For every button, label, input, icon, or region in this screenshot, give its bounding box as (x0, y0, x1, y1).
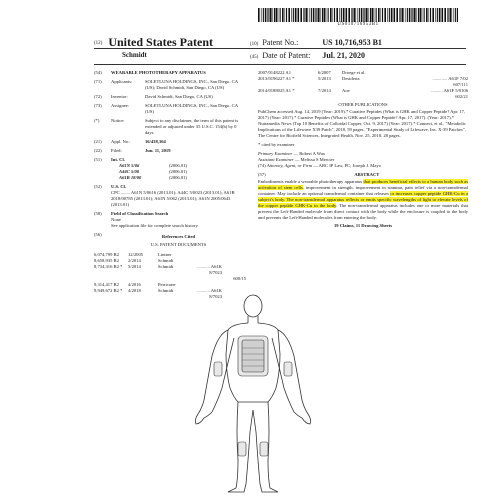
barcode-image (258, 8, 458, 22)
reference-row: 2013/0196227 A1 * 5/2013 Desideria ............. A61F 7/02 (258, 76, 468, 81)
barcode-bar (274, 8, 275, 22)
barcode-bar (352, 8, 353, 22)
highlight-2: or increases copper peptide GHK-Cu in a subject's body. The non-transdermal apparatus reflects or emits specific wavelengths of light to elevate levels of the copper peptide GHK-Cu in the body (258, 191, 468, 208)
barcode-bar (391, 8, 393, 22)
patent-number: (10) Patent No.: US 10,716,953 B1 (250, 38, 382, 47)
barcode-bar (324, 8, 326, 22)
reference-row: 2014/0188025 A1 * 7/2014 Aoe .......... A61F 5/0106 (258, 88, 468, 93)
claims-drawings: 19 Claims, 11 Drawing Sheets (333, 223, 393, 228)
barcode-bar (258, 8, 260, 22)
primary-examiner: Primary Examiner — Robert A Wax (258, 151, 326, 156)
reference-row: 9,949,672 B2 * 4/2018 Schmidt ........... A61K 8/7023 (94, 288, 222, 299)
barcode-bar (414, 8, 416, 22)
barcode-bar (318, 8, 320, 22)
barcode-bar (343, 8, 345, 22)
barcode-bar (376, 8, 377, 22)
barcode-bar (384, 8, 386, 22)
barcode-bar (304, 8, 305, 22)
barcode-bar (359, 8, 360, 22)
barcode-bar (422, 8, 423, 22)
reference-row: 9,314,417 B2 4/2016 Perricone (94, 282, 176, 287)
barcode-bar (298, 8, 299, 22)
barcode-bar (276, 8, 278, 22)
barcode-bar (357, 8, 358, 22)
barcode-bar (399, 8, 400, 22)
barcode-bar (303, 8, 304, 22)
reference-row: 8,734,316 B2 * 5/2014 Schmidt ........... A61K 8/7023 (94, 264, 222, 275)
reference-row: 600/15 (233, 276, 246, 281)
barcode-bar (435, 8, 436, 22)
barcode-bar (313, 8, 315, 22)
barcode-bar (426, 8, 428, 22)
barcode-bar (369, 8, 370, 22)
barcode-bar (447, 8, 448, 22)
barcode-bar (288, 8, 290, 22)
barcode-bar (311, 8, 312, 22)
barcode-bar (389, 8, 390, 22)
header-rule-2 (94, 64, 466, 65)
barcode-bar (420, 8, 422, 22)
application-number-field: (21) Appl. No.: 16/438,364 (94, 139, 166, 144)
body-figure-drawing (168, 292, 338, 497)
barcode-bar (381, 8, 382, 22)
barcode-bar (341, 8, 342, 22)
applicants-field: (71) Applicants: SOLETLUNA HOLDINGS, INC., San Diego, CA (US); David Schmidt, San Diego, CA (US) (94, 79, 238, 90)
barcode-bar (366, 8, 368, 22)
barcode-bar (280, 8, 281, 22)
barcode-bar (378, 8, 380, 22)
barcode-bar (409, 8, 411, 22)
barcode-bar (297, 8, 298, 22)
barcode-bar (448, 8, 449, 22)
barcode-bar (412, 8, 413, 22)
barcode-bar (351, 8, 352, 22)
barcode-bar (453, 8, 454, 22)
barcode-bar (441, 8, 442, 22)
barcode-bar (339, 8, 340, 22)
barcode-bar (286, 8, 287, 22)
barcode-bar (354, 8, 356, 22)
patent-date: (45) Date of Patent: Jul. 21, 2020 (250, 51, 366, 60)
cited-by-examiner: * cited by examiner (258, 142, 295, 147)
barcode-bar (285, 8, 286, 22)
barcode-bar (267, 8, 268, 22)
bibliographic-column (94, 70, 246, 300)
barcode-bar (282, 8, 284, 22)
reference-row: 8,658,935 B2 2/2014 Schmidt (94, 258, 174, 263)
barcode-bar (364, 8, 365, 22)
barcode-bar (322, 8, 323, 22)
barcode-bar (374, 8, 375, 22)
barcode-bar (382, 8, 383, 22)
barcode-bar (334, 8, 335, 22)
barcode-bar (291, 8, 292, 22)
inventor-short: Schmidt (122, 51, 147, 59)
continued-references (258, 70, 468, 100)
barcode-bar (424, 8, 425, 22)
barcode-bar (432, 8, 434, 22)
abstract-title: (57) ABSTRACT (258, 172, 380, 177)
barcode-bar (450, 8, 452, 22)
assignee-field: (73) Assignee: SOLETLUNA HOLDINGS, INC., San Diego, CA (US) (94, 103, 238, 114)
barcode-bar (400, 8, 401, 22)
right-column (258, 70, 468, 229)
barcode-bar (442, 8, 443, 22)
barcode-bar (261, 8, 262, 22)
notice-field: (*) Notice: Subject to any disclaimer, the term of this patent is extended or adjusted under 35 U.S.C. 154(b) by 0 days. (94, 118, 239, 135)
assistant-examiner: Assistant Examiner — Melissa S Mercier (258, 157, 335, 162)
barcode-bar (457, 8, 458, 22)
barcode-bar (430, 8, 431, 22)
classification-search-field: (58) Field of Classification Search None See application file for complete search history. (94, 211, 199, 228)
filed-field: (22) Filed: Jun. 11, 2019 (94, 148, 171, 153)
barcode-bar (328, 8, 329, 22)
attorney: (74) Attorney, Agent, or Firm — ARC IP Law, PC; Joseph J. Mayo (258, 163, 381, 168)
barcode-bar (345, 8, 346, 22)
reference-row: 2007/0148222 A1 6/2007 Droege et al. (258, 70, 366, 75)
barcode-bar (293, 8, 294, 22)
barcode-bar (273, 8, 274, 22)
barcode-bar (306, 8, 308, 22)
barcode-bar (361, 8, 363, 22)
barcode-bar (333, 8, 334, 22)
us-cl-field: (52) U.S. Cl. CPC ........ A61N 5/0616 (2013.01); A44C 5/0023 (2013.01); A61B 2018/00785 (2013.01); A61N 5/062 (2013.01); A61N 2005/0643 (2013.01) (94, 184, 235, 207)
barcode-bar (429, 8, 430, 22)
barcode-bar (444, 8, 446, 22)
barcode-bar (315, 8, 316, 22)
barcode-bar (330, 8, 332, 22)
barcode-bar (418, 8, 419, 22)
barcode-bar (278, 8, 279, 22)
barcode-bar (396, 8, 398, 22)
other-publications: PubChem accessed Aug. 14, 2019 (Year: 2019).* Curative Peptides (What is GHK and Copper Peptide? Apr. 17, 2017) (Year: 2017).* Curative Peptides (What is GHK and Copper Peptide? Apr. 17, 2017). (Year: 2017).* Nutramedix News (Top 10 Benefits of Colloidal Copper, Oct. 9, 2017) (Year: 2017).* Connect, et al., "Metabolic Implications of the Lifewave X39 Patch", 2018, 59 pages. "Experimental Study of Lifewave, Inc. X-39 Patches", The Centre for Biofield Sciences, Integrated Health, Nov. 25, 2018, 28 pages. (258, 109, 466, 138)
barcode-bar (372, 8, 374, 22)
barcode-bar (348, 8, 350, 22)
other-publications-title: OTHER PUBLICATIONS (338, 102, 388, 107)
document-type: (12) United States Patent (94, 35, 213, 49)
barcode-bar (407, 8, 408, 22)
int-cl-field: (51) Int. Cl. A61N 5/06 (2006.01) A44C 5/00 (2006.01) A61B 18/00 (2006.01) (94, 157, 187, 180)
barcode-bar (268, 8, 269, 22)
reference-row: 607/111 (453, 82, 468, 87)
inventor-field: (72) Inventor: David Schmidt, San Diego, CA (US) (94, 94, 213, 99)
highlight-1: that produces beneficial effects to a human body such as activation of stem cells (258, 179, 468, 190)
barcode-bar (437, 8, 438, 22)
barcode-bar (316, 8, 317, 22)
barcode-bar (439, 8, 441, 22)
references-cited-field: (56) References Cited U.S. PATENT DOCUMENTS (94, 232, 207, 247)
reference-row: 6,074,799 B2 12/2005 Lintner (94, 252, 172, 257)
barcode-bar (295, 8, 297, 22)
barcode-bar (321, 8, 322, 22)
barcode-bar (387, 8, 388, 22)
barcode-bar (300, 8, 302, 22)
barcode-bar (336, 8, 338, 22)
barcode-bar (417, 8, 418, 22)
reference-row: 602/21 (455, 94, 468, 99)
abstract-text: Embodiments enable a wearable phototherapy apparatus that produces beneficial effects to a human body such as activation of stem cells, improvement in strength, improvement in stamina, pain relief via a non-transdermal container. May include an optional transdermal container that releases or increases copper peptide GHK-Cu in a subject's body. The non-transdermal apparatus reflects or emits specific wavelengths of light to elevate levels of the copper peptide GHK-Cu in the body. The non-transdermal apparatus includes one or more materials that prevent the Left-Handed molecule from direct contact with the body while the enclosure is coupled to the body and prevents the Left-Handed molecules from entering the body. (258, 179, 468, 220)
barcode-bar (393, 8, 394, 22)
title-field: (54) WEARABLE PHOTOTHERAPY APPARATUS (94, 70, 206, 75)
publication-number: US010716953B1 (337, 22, 379, 27)
barcode-bar (455, 8, 456, 22)
barcode-bar (370, 8, 371, 22)
barcode-bar (402, 8, 404, 22)
barcode-bar (394, 8, 395, 22)
header-rule-1 (94, 48, 466, 49)
barcode-bar (309, 8, 310, 22)
barcode-bar (411, 8, 412, 22)
barcode-bar (405, 8, 406, 22)
barcode-bar (346, 8, 347, 22)
barcode-bar (363, 8, 364, 22)
barcode-bar (270, 8, 272, 22)
barcode-bar (263, 8, 264, 22)
barcode-bar (265, 8, 267, 22)
barcode-bar (326, 8, 327, 22)
